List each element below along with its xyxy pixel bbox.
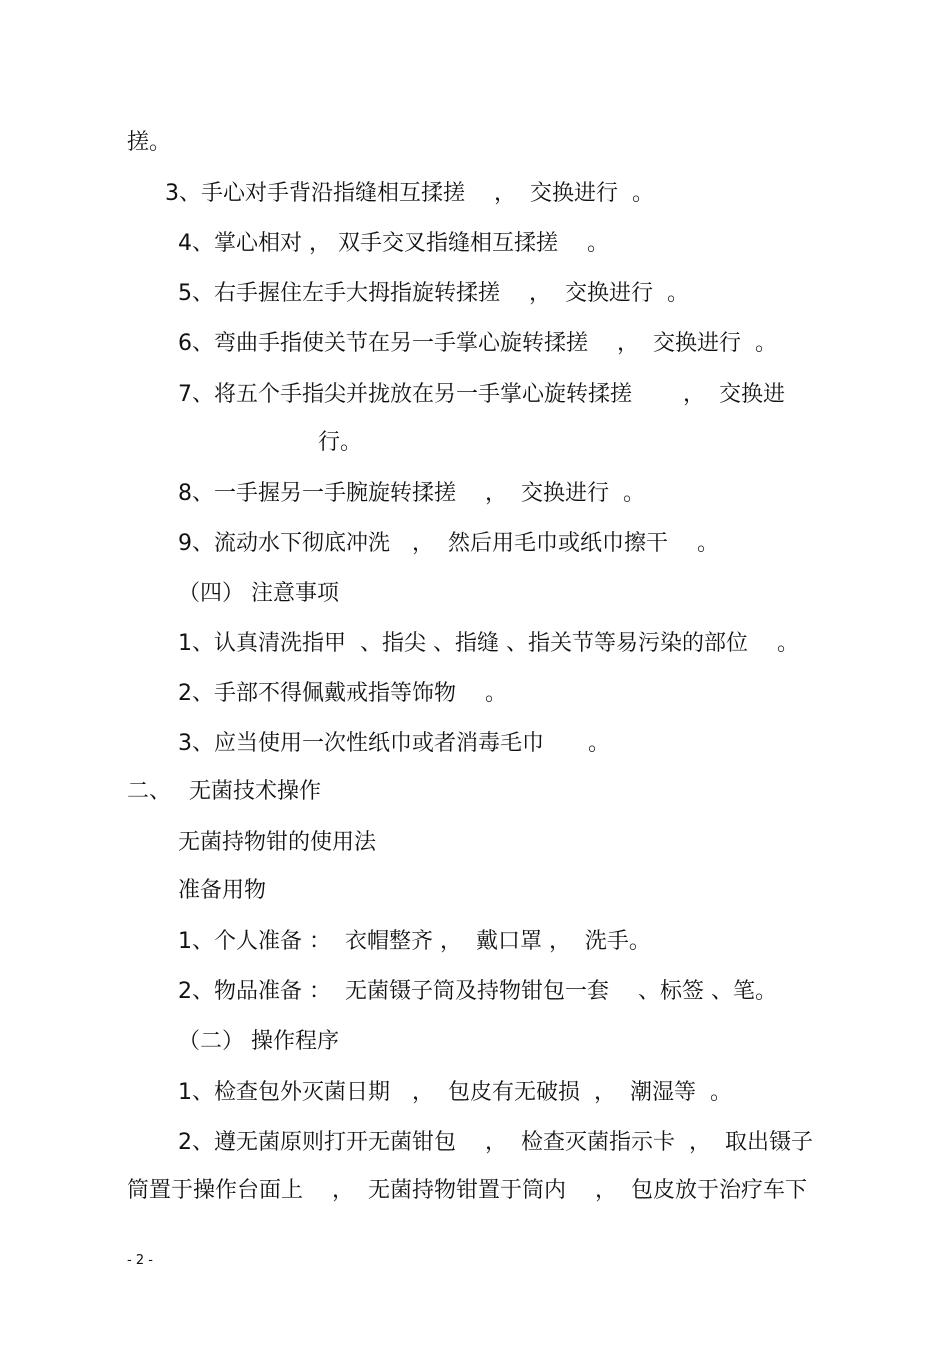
subheading-preparation: 准备用物 [178, 878, 267, 903]
text-line-2: 3、手心对手背沿指缝相互揉搓 ， 交换进行 。 [165, 181, 654, 206]
text-line-11: 1、认真清洗指甲 、指尖 、指缝 、指关节等易污染的部位 。 [178, 631, 799, 656]
text-line-7: 行。 [318, 430, 363, 455]
text-line-6: 7、将五个手指尖并拢放在另一手掌心旋转揉搓 ， 交换进 [178, 382, 785, 407]
section-heading-aseptic: 二、 无菌技术操作 [127, 779, 321, 804]
text-line-20: 1、检查包外灭菌日期 ， 包皮有无破损 ， 潮湿等 。 [178, 1080, 732, 1105]
text-line-9: 9、流动水下彻底冲洗 ， 然后用毛巾或纸巾擦干 。 [178, 531, 719, 556]
text-line-4: 5、右手握住左手大拇指旋转揉搓 ， 交换进行 。 [178, 281, 689, 306]
section-heading-procedure: （二） 操作程序 [178, 1029, 339, 1054]
text-line-22: 筒置于操作台面上 ， 无菌持物钳置于筒内 ， 包皮放于治疗车下 [127, 1178, 807, 1203]
text-line-5: 6、弯曲手指使关节在另一手掌心旋转揉搓 ， 交换进行 。 [178, 331, 777, 356]
text-line-13: 3、应当使用一次性纸巾或者消毒毛巾 。 [178, 731, 610, 756]
subheading-forceps: 无菌持物钳的使用法 [178, 830, 377, 855]
text-line-12: 2、手部不得佩戴戒指等饰物 。 [178, 681, 507, 706]
text-line-18: 2、物品准备 ： 无菌镊子筒及持物钳包一套 、标签 、笔。 [178, 979, 777, 1004]
section-heading-notes: （四） 注意事项 [178, 581, 339, 606]
text-line-17: 1、个人准备 ： 衣帽整齐 ， 戴口罩 ， 洗手。 [178, 929, 651, 954]
text-line-8: 8、一手握另一手腕旋转揉搓 ， 交换进行 。 [178, 481, 645, 506]
page-number: - 2 - [127, 1253, 153, 1268]
text-line-1: 搓。 [127, 130, 172, 155]
text-line-3: 4、掌心相对 ， 双手交叉指缝相互揉搓 。 [178, 231, 609, 256]
text-line-21: 2、遵无菌原则打开无菌钳包 ， 检查灭菌指示卡 ， 取出镊子 [178, 1130, 813, 1155]
